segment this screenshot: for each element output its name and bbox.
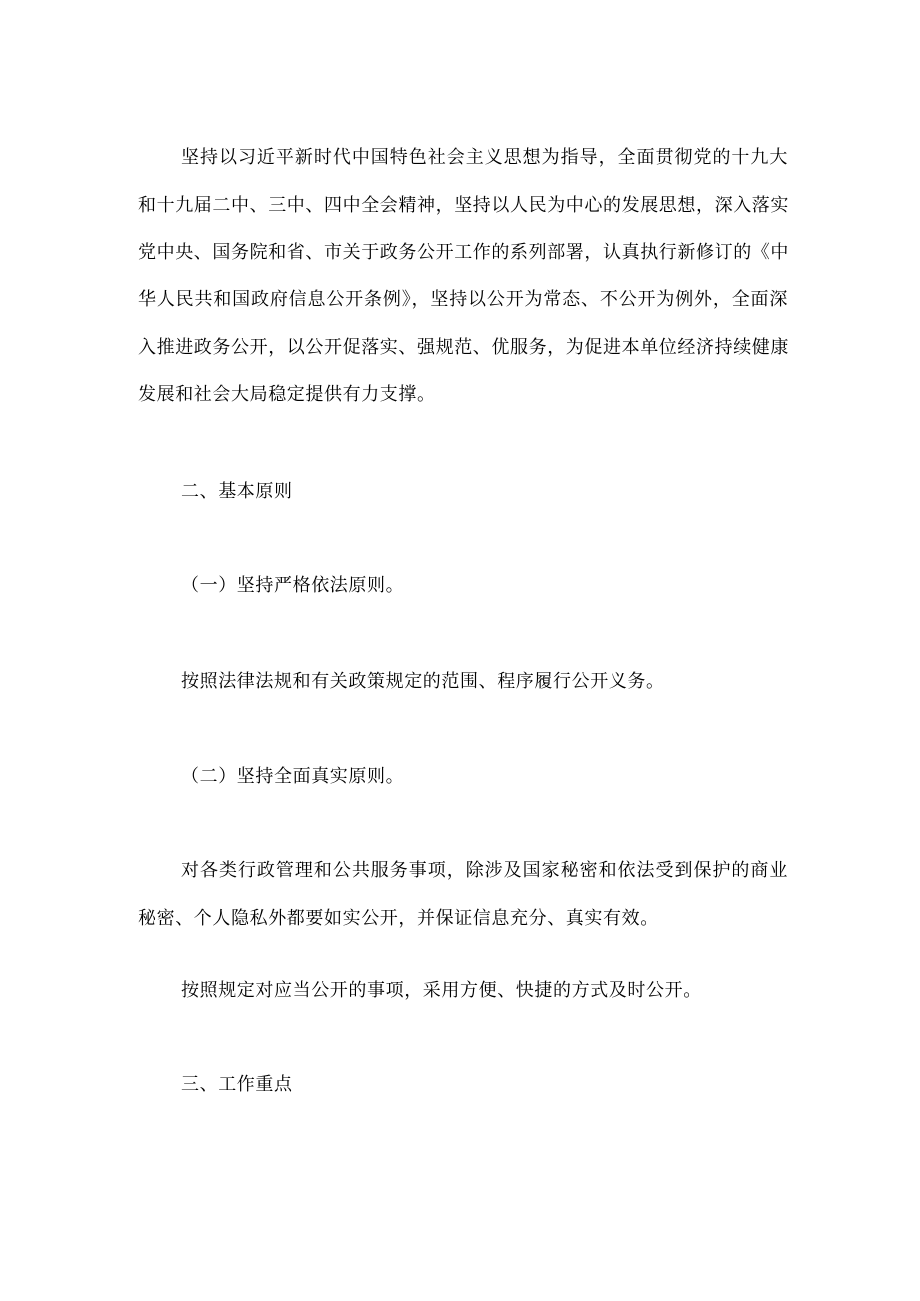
section-three-heading: 三、工作重点 <box>181 1074 293 1095</box>
intro-paragraph-line: 坚持以习近平新时代中国特色社会主义思想为指导，全面贯彻党的十九大 <box>181 147 788 168</box>
principle-two-heading: （二）坚持全面真实原则。 <box>181 766 405 787</box>
intro-paragraph-line: 华人民共和国政府信息公开条例》，坚持以公开为常态、不公开为例外，全面深 <box>138 289 788 310</box>
principle-one-text: 按照法律法规和有关政策规定的范围、程序履行公开义务。 <box>181 671 665 692</box>
principle-two-paragraph-line: 对各类行政管理和公共服务事项，除涉及国家秘密和依法受到保护的商业 <box>181 860 788 881</box>
intro-paragraph-line: 和十九届二中、三中、四中全会精神，坚持以人民为中心的发展思想，深入落实 <box>138 195 789 216</box>
intro-paragraph-line: 发展和社会大局稳定提供有力支撑。 <box>138 384 436 405</box>
intro-paragraph-line: 党中央、国务院和省、市关于政务公开工作的系列部署，认真执行新修订的《中 <box>138 242 789 263</box>
principle-two-paragraph-line: 秘密、个人隐私外都要如实公开，并保证信息充分、真实有效。 <box>138 908 659 929</box>
intro-paragraph-line: 入推进政务公开，以公开促落实、强规范、优服务，为促进本单位经济持续健康 <box>138 337 789 358</box>
section-two-heading: 二、基本原则 <box>181 481 293 502</box>
principle-one-heading: （一）坚持严格依法原则。 <box>181 575 405 596</box>
timeliness-text: 按照规定对应当公开的事项，采用方便、快捷的方式及时公开。 <box>181 980 702 1001</box>
